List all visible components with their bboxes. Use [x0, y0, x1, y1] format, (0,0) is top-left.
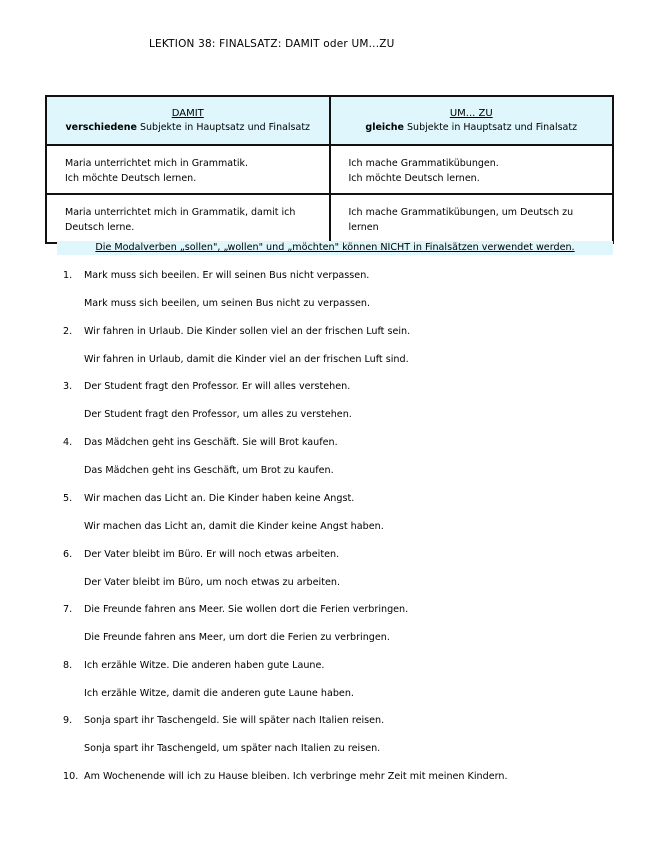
exercise-answer: Ich erzähle Witze, damit die anderen gute Laune haben.	[84, 688, 354, 699]
damit-subtitle-rest: Subjekte in Hauptsatz und Finalsatz	[136, 122, 311, 133]
umzu-subtitle-rest: Subjekte in Hauptsatz und Finalsatz	[404, 122, 578, 133]
umzu-subtitle-bold: gleiche	[365, 122, 404, 133]
table-cell	[330, 145, 614, 194]
exercise-number: 5.	[63, 493, 73, 504]
exercise-number: 9.	[63, 715, 73, 726]
damit-header	[46, 96, 330, 145]
page-title: LEKTION 38: FINALSATZ: DAMIT oder UM...ZU	[149, 38, 395, 50]
exercise-number: 3.	[63, 381, 73, 392]
cell-line: Ich möchte Deutsch lernen.	[348, 173, 480, 184]
exercise-answer: Wir fahren in Urlaub, damit die Kinder viel an der frischen Luft sind.	[84, 354, 409, 365]
exercise-answer: Der Student fragt den Professor, um alles zu verstehen.	[84, 409, 352, 420]
cell-line: Maria unterrichtet mich in Grammatik, damit ich	[65, 207, 296, 218]
exercise-sentence: Das Mädchen geht ins Geschäft. Sie will Brot kaufen.	[84, 437, 338, 448]
cell-line: Deutsch lerne.	[65, 222, 135, 233]
exercise-number: 4.	[63, 437, 73, 448]
cell-line: lernen	[348, 222, 379, 233]
exercise-sentence: Der Student fragt den Professor. Er will alles verstehen.	[84, 381, 351, 392]
exercise-answer: Das Mädchen geht ins Geschäft, um Brot zu kaufen.	[84, 465, 334, 476]
exercise-sentence: Der Vater bleibt im Büro. Er will noch etwas arbeiten.	[84, 549, 340, 560]
exercise-sentence: Wir machen das Licht an. Die Kinder haben keine Angst.	[84, 493, 355, 504]
exercise-sentence: Sonja spart ihr Taschengeld. Sie will später nach Italien reisen.	[84, 715, 385, 726]
exercise-sentence: Am Wochenende will ich zu Hause bleiben. Ich verbringe mehr Zeit mit meinen Kindern.	[84, 771, 508, 782]
exercise-answer: Mark muss sich beeilen, um seinen Bus nicht zu verpassen.	[84, 298, 371, 309]
exercise-number: 6.	[63, 549, 73, 560]
umzu-header	[330, 96, 614, 145]
grammar-table	[45, 95, 614, 244]
exercise-answer: Die Freunde fahren ans Meer, um dort die Ferien zu verbringen.	[84, 632, 390, 643]
exercise-sentence: Ich erzähle Witze. Die anderen haben gute Laune.	[84, 660, 325, 671]
exercise-sentence: Die Freunde fahren ans Meer. Sie wollen dort die Ferien verbringen.	[84, 604, 409, 615]
table-cell	[46, 194, 330, 243]
cell-line: Ich mache Grammatikübungen.	[348, 158, 499, 169]
exercise-answer: Wir machen das Licht an, damit die Kinder keine Angst haben.	[84, 521, 384, 532]
exercise-number: 1.	[63, 270, 73, 281]
exercise-number: 10.	[63, 771, 79, 782]
umzu-title: UM... ZU	[449, 108, 493, 119]
cell-line: Ich möchte Deutsch lernen.	[65, 173, 197, 184]
exercise-answer: Der Vater bleibt im Büro, um noch etwas zu arbeiten.	[84, 577, 340, 588]
exercise-number: 7.	[63, 604, 73, 615]
exercise-number: 2.	[63, 326, 73, 337]
damit-subtitle	[65, 122, 310, 133]
cell-line: Maria unterrichtet mich in Grammatik.	[65, 158, 249, 169]
table-cell	[330, 194, 614, 243]
damit-title: DAMIT	[171, 108, 204, 119]
exercise-answer: Sonja spart ihr Taschengeld, um später nach Italien zu reisen.	[84, 743, 381, 754]
damit-subtitle-bold: verschiedene	[65, 122, 137, 133]
table-cell	[46, 145, 330, 194]
modal-verbs-note: Die Modalverben „sollen", „wollen" und „möchten" können NICHT in Finalsätzen verwendet werden.	[57, 241, 613, 255]
exercise-sentence: Wir fahren in Urlaub. Die Kinder sollen viel an der frischen Luft sein.	[84, 326, 411, 337]
cell-line: Ich mache Grammatikübungen, um Deutsch zu	[348, 207, 574, 218]
exercise-sentence: Mark muss sich beeilen. Er will seinen Bus nicht verpassen.	[84, 270, 370, 281]
exercise-number: 8.	[63, 660, 73, 671]
umzu-subtitle	[365, 122, 577, 133]
